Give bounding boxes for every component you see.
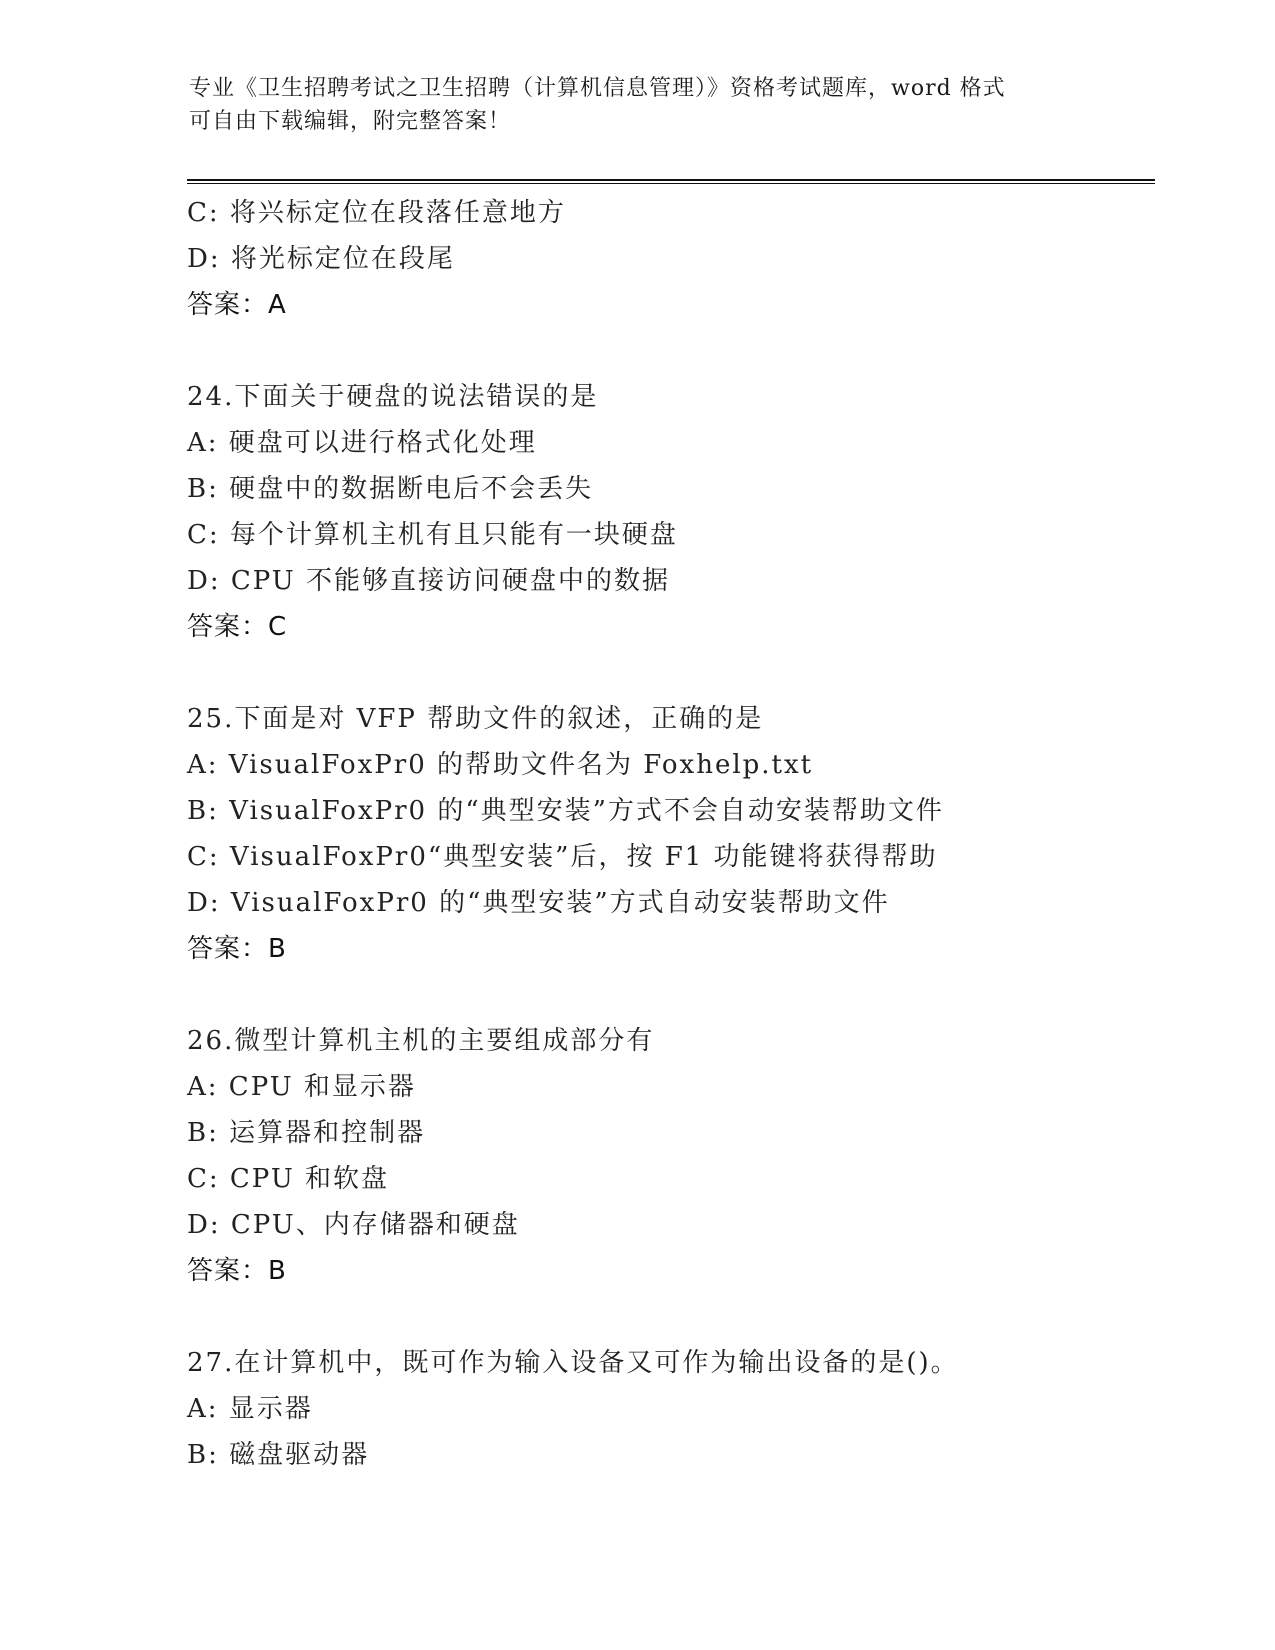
option-c: C: 将兴标定位在段落任意地方 bbox=[187, 198, 566, 228]
header-line-1: 专业《卫生招聘考试之卫生招聘（计算机信息管理）》资格考试题库，word 格式 bbox=[189, 76, 1006, 101]
answer-line: 答案：A bbox=[187, 290, 287, 320]
header-line-2: 可自由下载编辑，附完整答案！ bbox=[189, 109, 512, 134]
option-d: D: CPU 不能够直接访问硬盘中的数据 bbox=[187, 566, 670, 596]
option-b: B: VisualFoxPr0 的“典型安装”方式不会自动安装帮助文件 bbox=[187, 796, 944, 826]
question-stem: 25.下面是对 VFP 帮助文件的叙述，正确的是 bbox=[187, 704, 764, 734]
option-d: D: 将光标定位在段尾 bbox=[187, 244, 455, 274]
option-b: B: 运算器和控制器 bbox=[187, 1118, 426, 1148]
spacer bbox=[187, 1294, 1147, 1340]
question-25 bbox=[187, 696, 1147, 972]
option-b: B: 磁盘驱动器 bbox=[187, 1440, 370, 1470]
question-27 bbox=[187, 1340, 1147, 1478]
question-24 bbox=[187, 374, 1147, 650]
answer-line: 答案：B bbox=[187, 934, 287, 964]
document-header bbox=[189, 72, 1089, 138]
spacer bbox=[187, 650, 1147, 696]
option-a: A: CPU 和显示器 bbox=[187, 1072, 416, 1102]
option-a: A: VisualFoxPr0 的帮助文件名为 Foxhelp.txt bbox=[187, 750, 814, 780]
option-b: B: 硬盘中的数据断电后不会丢失 bbox=[187, 474, 594, 504]
answer-line: 答案：B bbox=[187, 1256, 287, 1286]
option-d: D: VisualFoxPr0 的“典型安装”方式自动安装帮助文件 bbox=[187, 888, 890, 918]
answer-line: 答案：C bbox=[187, 612, 288, 642]
question-26 bbox=[187, 1018, 1147, 1294]
option-c: C: VisualFoxPr0“典型安装”后，按 F1 功能键将获得帮助 bbox=[187, 842, 938, 872]
question-stem: 24.下面关于硬盘的说法错误的是 bbox=[187, 382, 599, 412]
header-divider-thin bbox=[187, 183, 1155, 184]
header-divider-thick bbox=[187, 179, 1155, 181]
option-c: C: CPU 和软盘 bbox=[187, 1164, 390, 1194]
option-c: C: 每个计算机主机有且只能有一块硬盘 bbox=[187, 520, 678, 550]
spacer bbox=[187, 328, 1147, 374]
spacer bbox=[187, 972, 1147, 1018]
question-list bbox=[187, 190, 1147, 1478]
option-a: A: 硬盘可以进行格式化处理 bbox=[187, 428, 537, 458]
continued-question bbox=[187, 190, 1147, 328]
option-d: D: CPU、内存储器和硬盘 bbox=[187, 1210, 520, 1240]
question-stem: 27.在计算机中，既可作为输入设备又可作为输出设备的是()。 bbox=[187, 1348, 959, 1378]
question-stem: 26.微型计算机主机的主要组成部分有 bbox=[187, 1026, 655, 1056]
option-a: A: 显示器 bbox=[187, 1394, 313, 1424]
